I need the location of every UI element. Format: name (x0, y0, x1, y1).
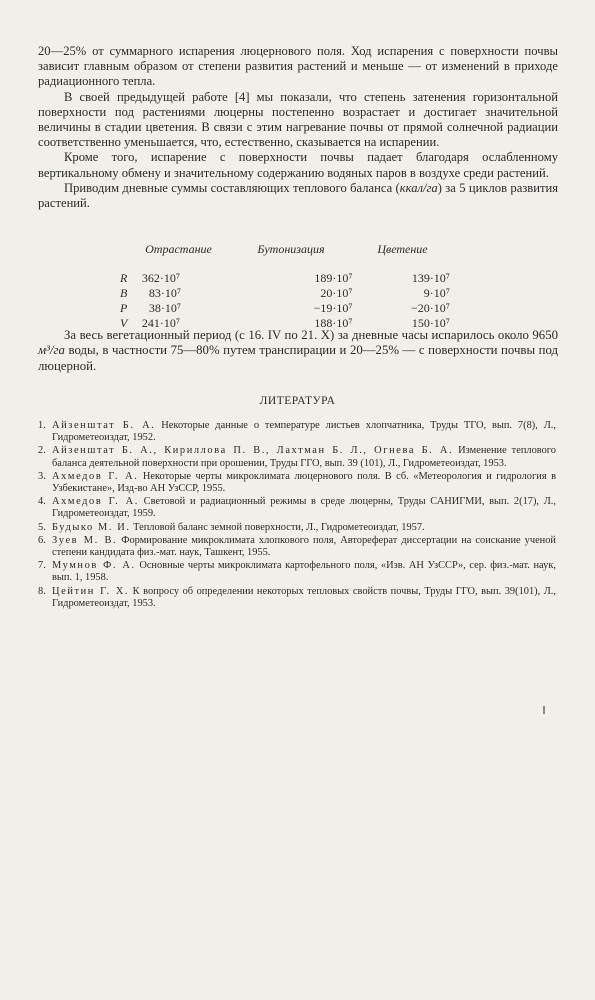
table-cell: 38·10⁷ (148, 301, 182, 315)
references-heading: ЛИТЕРАТУРА (259, 395, 336, 407)
row-label: R (120, 271, 128, 285)
reference-author: Ахмедов Г. А. (52, 470, 139, 482)
unit-text: ккал/га (399, 180, 438, 195)
table-cell: 150·10⁷ (411, 316, 450, 330)
table-intro: Приводим дневные суммы составляющих теплового баланса (ккал/га) за 5 циклов развития растений. (38, 180, 558, 211)
scan-mark (543, 706, 545, 714)
reference-item: 5. Будыко М. И. Тепловой баланс земной поверхности, Л., Гидрометеоиздат, 1957. (38, 521, 425, 533)
reference-author: Будыко М. И. (52, 521, 131, 533)
reference-item: 4. Ахмедов Г. А. Световой и радиационный режимы в среде люцерны, Труды САНИГМИ, вып. 2(17), Л., Гидрометеоиздат, 1959. (38, 496, 556, 520)
table-row (120, 271, 450, 286)
table-cell: 241·10⁷ (141, 316, 181, 330)
reference-item: 3. Ахмедов Г. А. Некоторые черты микроклимата люцернового поля. В сб. «Метеорология и гидрология в Узбекистане», Изд-во АН УзССР, 1955. (38, 470, 556, 495)
reference-item: 7. Мумнов Ф. А. Основные черты микроклимата картофельного поля, «Изв. АН УзССР», сер. физ.-мат. наук, вып. 1, 1958. (38, 560, 556, 584)
summary-text (38, 328, 558, 374)
paragraph: В своей предыдущей работе [4] мы показали, что степень затенения горизонтальной поверхности под растениями люцерны постепенно возрастает и достигает значительной величины в стадии цветения. В связи с этим нагревание почвы от прямой солнечной радиации соответственно уменьшается, что, естественно, сказывается на испарении. (38, 89, 558, 150)
table-cell: 139·10⁷ (411, 271, 450, 285)
table-cell: 188·10⁷ (314, 316, 353, 330)
row-label: B (120, 286, 128, 300)
table-row (120, 301, 450, 316)
heat-balance-table (120, 242, 450, 331)
table-cell: 189·10⁷ (314, 271, 353, 285)
column-header: Отрастание (145, 242, 212, 256)
table-cell: −20·10⁷ (411, 301, 450, 315)
table-row (120, 286, 450, 301)
row-label: P (120, 301, 128, 315)
reference-item: 6. Зуев М. В. Формирование микроклимата хлопкового поля, Автореферат диссертации на соискание ученой степени кандидата физ.-мат. наук, Ташкент, 1955. (38, 534, 556, 559)
reference-author: Айзенштат Б. А., Кириллова П. В., Лахтман Б. Л., Огнева Б. А. (52, 445, 454, 457)
reference-author: Цейтин Г. Х. (52, 585, 130, 597)
reference-author: Мумнов Ф. А. (52, 560, 136, 572)
table-cell: 362·10⁷ (141, 271, 181, 285)
reference-author: Ахмедов Г. А. (52, 496, 139, 508)
column-header: Цветение (377, 242, 428, 256)
reference-item: 1. Айзенштат Б. А. Некоторые данные о температуре листьев хлопчатника, Труды ТГО, вып. 7(8), Л., Гидрометеоиздат, 1952. (38, 420, 556, 444)
table-header-row (120, 242, 450, 257)
column-header: Бутонизация (257, 242, 325, 256)
paragraph: 20—25% от суммарного испарения люцернового поля. Ход испарения с поверхности почвы зависит главным образом от степени развития растений и меньше — от изменений в приходе радиационного тепла. (38, 44, 558, 89)
reference-author: Айзенштат Б. А. (52, 420, 156, 431)
body-text (38, 44, 558, 211)
table-cell: 83·10⁷ (148, 286, 182, 300)
table-cell: −19·10⁷ (313, 301, 353, 315)
references-list (38, 420, 556, 611)
unit-text: м³/га (38, 343, 65, 358)
table-cell: 9·10⁷ (423, 286, 450, 300)
paragraph: За весь вегетационный период (с 16. IV по 21. X) за дневные часы испарилось около 9650 м³/га воды, в частности 75—80% путем транспирации и 20—25% — с поверхности почвы под люцерной. (38, 328, 558, 373)
reference-item: 8. Цейтин Г. Х. К вопросу об определении некоторых тепловых свойств почвы, Труды ГГО, вып. 39(101), Л., Гидрометеоиздат, 1953. (38, 585, 556, 609)
row-label: V (120, 316, 128, 330)
reference-author: Зуев М. В. (52, 534, 118, 546)
table-cell: 20·10⁷ (320, 286, 353, 300)
reference-item: 2. Айзенштат Б. А., Кириллова П. В., Лахтман Б. Л., Огнева Б. А. Изменение теплового баланса деятельной поверхности при орошении, Труды ГГО, вып. 39 (101), Л., Гидрометеоиздат, 1953. (38, 445, 556, 469)
paragraph: Кроме того, испарение с поверхности почвы падает благодаря ослабленному вертикальному обмену и значительному содержанию водяных паров в воздухе среди растений. (38, 150, 558, 180)
